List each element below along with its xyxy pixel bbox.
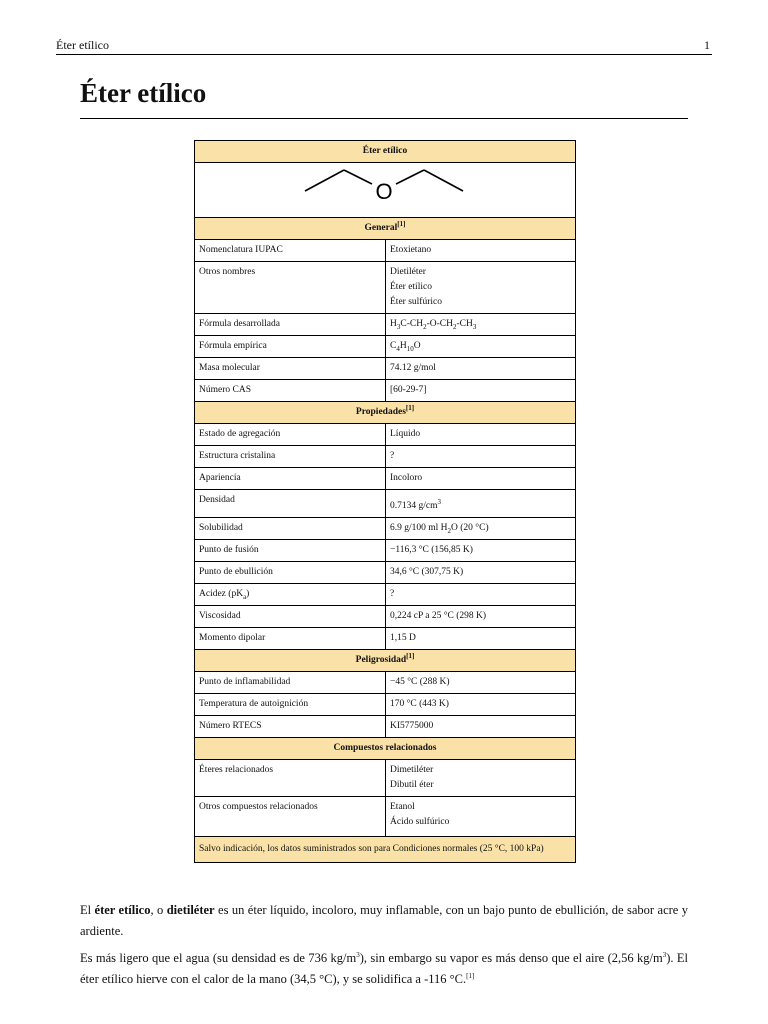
density-paragraph (80, 948, 688, 990)
row-value: ? (386, 584, 576, 606)
formula-sub: 2 (452, 322, 457, 331)
section-related (195, 738, 576, 760)
other-name-1[interactable]: Dietiléter (390, 267, 426, 277)
row-viscosity (195, 606, 576, 628)
row-label: Otros nombres (195, 262, 386, 314)
row-label: Apariencia (195, 468, 386, 490)
row-value: Etoxietano (386, 240, 576, 262)
section-properties-label: Propiedades (355, 407, 406, 417)
bold-term: éter etílico (94, 903, 151, 917)
superscript: 3 (356, 950, 360, 959)
formula-part: O (413, 341, 421, 351)
row-empirical-formula (195, 336, 576, 358)
row-label: Fórmula empírica (195, 336, 386, 358)
infobox-caption-row (195, 141, 576, 163)
page-number: 1 (704, 38, 710, 52)
row-value (386, 314, 576, 336)
formula-part: -CH (456, 319, 473, 329)
formula-part: H (399, 341, 407, 351)
row-iupac (195, 240, 576, 262)
formula-sub: 3 (396, 322, 401, 331)
related-other-2[interactable]: Ácido sulfúrico (390, 817, 450, 827)
row-value: Incoloro (386, 468, 576, 490)
text-run: El (80, 903, 95, 917)
row-value: Líquido (386, 424, 576, 446)
infobox-caption: Éter etílico (195, 141, 576, 163)
page-title: Éter etílico (80, 78, 207, 108)
section-hazards-ref[interactable]: [1] (406, 651, 415, 660)
row-density (195, 490, 576, 518)
density-sup: 3 (437, 497, 441, 506)
row-flash-point (195, 672, 576, 694)
row-value (386, 797, 576, 837)
formula-part: -O-CH (426, 319, 453, 329)
section-general-ref[interactable]: [1] (397, 219, 406, 228)
row-related-ethers (195, 760, 576, 797)
row-label: Estado de agregación (195, 424, 386, 446)
acidity-label-part: Acidez (pK (199, 589, 244, 599)
row-value: 34,6 °C (307,75 K) (386, 562, 576, 584)
row-label: Nomenclatura IUPAC (195, 240, 386, 262)
row-acidity (195, 584, 576, 606)
other-name-2: Éter etílico (390, 282, 432, 292)
row-value[interactable]: [60-29-7] (386, 380, 576, 402)
row-label: Densidad (195, 490, 386, 518)
text-run: ). El éter etílico hierve con el calor de la mano (34,5 °C), y se solidifica a -116 °C. (80, 951, 688, 986)
formula-sub: 10 (406, 344, 414, 353)
row-label: Éteres relacionados (195, 760, 386, 797)
row-melting (195, 540, 576, 562)
row-label: Masa molecular (195, 358, 386, 380)
row-label: Punto de ebullición (195, 562, 386, 584)
other-name-3: Éter sulfúrico (390, 297, 442, 307)
row-label: Fórmula desarrollada (195, 314, 386, 336)
row-dipole (195, 628, 576, 650)
row-appearance (195, 468, 576, 490)
running-header (56, 38, 712, 55)
section-properties (195, 402, 576, 424)
row-molar-mass (195, 358, 576, 380)
infobox-footnote-row (195, 837, 576, 863)
row-boiling (195, 562, 576, 584)
section-hazards-label: Peligrosidad (355, 655, 407, 665)
row-value: 170 °C (443 K) (386, 694, 576, 716)
row-cas (195, 380, 576, 402)
row-state (195, 424, 576, 446)
row-label: Otros compuestos relacionados (195, 797, 386, 837)
row-solubility (195, 518, 576, 540)
structure-row (195, 163, 576, 218)
section-general (195, 218, 576, 240)
row-label: Solubilidad (195, 518, 386, 540)
formula-part: H (390, 319, 397, 329)
row-label: Estructura cristalina (195, 446, 386, 468)
oxygen-atom-label: O (375, 179, 393, 204)
row-label: Temperatura de autoignición (195, 694, 386, 716)
formula-sub: 2 (423, 322, 427, 331)
row-label: Momento dipolar (195, 628, 386, 650)
text-run: es un éter líquido, incoloro, muy inflamable, con un bajo punto de ebullición, de sabor acre y ardiente. (80, 903, 689, 938)
row-value (386, 490, 576, 518)
row-rtecs (195, 716, 576, 738)
density-value: 0.7134 g/cm (390, 501, 438, 511)
related-ether-1[interactable]: Dimetiléter (390, 765, 434, 775)
running-header-title: Éter etílico (56, 38, 109, 52)
intro-paragraph (80, 900, 688, 942)
text-run: Es más ligero que el agua (su densidad es de 736 kg/m (80, 951, 357, 965)
structure-cell (195, 163, 576, 218)
infobox-footnote: Salvo indicación, los datos suministrados son para Condiciones normales (25 °C, 100 kPa) (195, 837, 576, 863)
row-value: −45 °C (288 K) (386, 672, 576, 694)
row-value (386, 336, 576, 358)
row-other-names (195, 262, 576, 314)
chem-infobox (194, 140, 576, 863)
row-label: Número RTECS (195, 716, 386, 738)
section-related-label: Compuestos relacionados (195, 738, 576, 760)
row-crystal (195, 446, 576, 468)
title-divider (80, 118, 688, 119)
related-ether-2[interactable]: Dibutil éter (390, 780, 434, 790)
acidity-label-sub: a (243, 592, 247, 601)
row-value: 74.12 g/mol (386, 358, 576, 380)
row-value: KI5775000 (386, 716, 576, 738)
formula-part: C (390, 341, 397, 351)
text-run: , o (150, 903, 167, 917)
row-autoignition (195, 694, 576, 716)
section-general-label: General (364, 223, 398, 233)
row-related-others (195, 797, 576, 837)
solubility-part: 6.9 g/100 ml H (390, 523, 448, 533)
related-other-1[interactable]: Etanol (390, 802, 415, 812)
row-value (386, 518, 576, 540)
row-label: Número CAS (195, 380, 386, 402)
formula-sub: 4 (396, 344, 400, 353)
row-label: Punto de inflamabilidad (195, 672, 386, 694)
row-value: 0,224 cP a 25 °C (298 K) (386, 606, 576, 628)
superscript: 3 (662, 950, 667, 959)
section-hazards (195, 650, 576, 672)
formula-sub: 3 (472, 322, 477, 331)
row-value: ? (386, 446, 576, 468)
acidity-label-part: ) (246, 589, 250, 599)
row-structural-formula (195, 314, 576, 336)
reference-link[interactable]: [1] (466, 971, 475, 980)
row-value (386, 262, 576, 314)
solubility-part: O (20 °C) (451, 523, 489, 533)
formula-part: C-CH (400, 319, 424, 329)
row-label: Viscosidad (195, 606, 386, 628)
solubility-sub: 2 (447, 526, 452, 535)
row-label (195, 584, 386, 606)
row-value: 1,15 D (386, 628, 576, 650)
section-properties-ref[interactable]: [1] (405, 403, 415, 412)
bold-term: dietiléter (166, 903, 215, 917)
text-run: ), sin embargo su vapor es más denso que el aire (2,56 kg/m (359, 951, 663, 965)
row-value: −116,3 °C (156,85 K) (386, 540, 576, 562)
diethyl-ether-structure-image (195, 163, 575, 211)
row-label: Punto de fusión (195, 540, 386, 562)
row-value (386, 760, 576, 797)
